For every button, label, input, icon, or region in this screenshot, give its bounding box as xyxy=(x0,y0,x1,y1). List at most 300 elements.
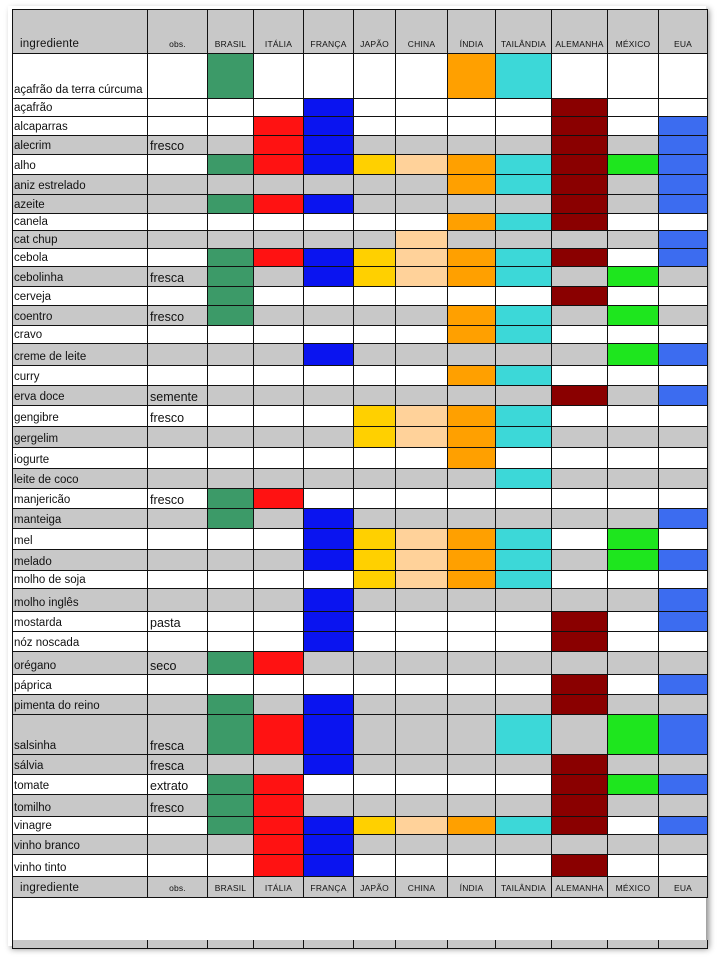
country-mark-empty xyxy=(208,448,254,469)
top-country-header-7 xyxy=(552,9,608,54)
country-mark-filled xyxy=(659,136,708,155)
country-mark-filled xyxy=(254,195,304,214)
country-mark-filled xyxy=(396,817,448,835)
cell-text: ÍNDIA xyxy=(459,39,484,49)
country-mark-filled xyxy=(208,489,254,509)
cell-text: sálvia xyxy=(14,760,44,772)
bottom-strip xyxy=(496,940,552,949)
country-mark-filled xyxy=(552,155,608,175)
country-mark-empty xyxy=(354,509,396,529)
bottom-strip xyxy=(254,940,304,949)
country-mark-empty xyxy=(354,136,396,155)
country-mark-empty xyxy=(608,817,659,835)
country-mark-filled xyxy=(396,550,448,571)
obs-cell xyxy=(148,366,208,386)
country-mark-empty xyxy=(552,406,608,427)
bottom-strip xyxy=(396,940,448,949)
country-mark-empty xyxy=(496,589,552,612)
country-mark-empty xyxy=(448,344,496,366)
country-mark-empty xyxy=(254,306,304,326)
country-mark-empty xyxy=(254,406,304,427)
country-mark-empty xyxy=(608,406,659,427)
ingredient-name-cell xyxy=(12,249,148,267)
country-mark-empty xyxy=(396,855,448,877)
country-mark-empty xyxy=(354,195,396,214)
country-mark-empty xyxy=(354,632,396,652)
country-mark-filled xyxy=(659,155,708,175)
country-mark-empty xyxy=(304,775,354,795)
country-mark-empty xyxy=(608,326,659,344)
country-mark-filled xyxy=(659,715,708,755)
country-mark-filled xyxy=(496,550,552,571)
country-mark-empty xyxy=(254,571,304,589)
cell-text: obs. xyxy=(169,883,186,893)
country-mark-empty xyxy=(254,175,304,195)
country-mark-empty xyxy=(304,652,354,675)
country-mark-empty xyxy=(396,175,448,195)
cell-text: alecrim xyxy=(14,140,52,152)
obs-cell xyxy=(148,529,208,550)
country-mark-empty xyxy=(354,366,396,386)
country-mark-empty xyxy=(304,287,354,306)
obs-cell xyxy=(148,550,208,571)
bottom-country-header-7 xyxy=(552,877,608,898)
country-mark-filled xyxy=(208,775,254,795)
obs-cell xyxy=(148,589,208,612)
country-mark-empty xyxy=(496,287,552,306)
country-mark-empty xyxy=(496,755,552,775)
country-mark-filled xyxy=(659,509,708,529)
top-country-header-9 xyxy=(659,9,708,54)
country-mark-filled xyxy=(659,175,708,195)
obs-cell xyxy=(148,54,208,99)
country-mark-filled xyxy=(448,571,496,589)
cell-text: BRASIL xyxy=(214,883,247,893)
bottom-strip xyxy=(12,940,148,949)
country-mark-empty xyxy=(552,529,608,550)
country-mark-empty xyxy=(659,306,708,326)
country-mark-filled xyxy=(304,267,354,287)
country-mark-empty xyxy=(608,489,659,509)
country-mark-empty xyxy=(448,652,496,675)
cell-text: FRANÇA xyxy=(310,883,347,893)
country-mark-empty xyxy=(608,195,659,214)
cell-text: FRANÇA xyxy=(310,39,347,49)
country-mark-empty xyxy=(208,386,254,406)
bottom-strip xyxy=(208,940,254,949)
cell-text: coentro xyxy=(14,311,53,323)
obs-cell xyxy=(148,695,208,715)
country-mark-empty xyxy=(396,652,448,675)
cell-text: açafrão xyxy=(14,102,53,114)
country-mark-empty xyxy=(254,509,304,529)
country-mark-filled xyxy=(496,529,552,550)
country-mark-empty xyxy=(254,344,304,366)
country-mark-empty xyxy=(496,448,552,469)
cell-text: salsinha xyxy=(14,740,57,752)
bottom-country-header-2 xyxy=(304,877,354,898)
country-mark-filled xyxy=(552,99,608,117)
country-mark-empty xyxy=(659,571,708,589)
country-mark-filled xyxy=(254,489,304,509)
country-mark-empty xyxy=(396,386,448,406)
obs-cell xyxy=(148,195,208,214)
ingredient-name-cell xyxy=(12,675,148,695)
country-mark-empty xyxy=(304,214,354,231)
cell-text: alcaparras xyxy=(14,121,68,133)
cell-text: ITÁLIA xyxy=(264,39,293,49)
country-mark-filled xyxy=(254,855,304,877)
country-mark-filled xyxy=(208,509,254,529)
country-mark-empty xyxy=(254,267,304,287)
country-mark-filled xyxy=(552,695,608,715)
country-mark-filled xyxy=(448,550,496,571)
country-mark-filled xyxy=(354,406,396,427)
country-mark-filled xyxy=(448,54,496,99)
country-mark-filled xyxy=(552,249,608,267)
country-mark-filled xyxy=(254,715,304,755)
ingredient-name-cell xyxy=(12,695,148,715)
country-mark-empty xyxy=(496,117,552,136)
country-mark-empty xyxy=(396,632,448,652)
country-mark-empty xyxy=(354,231,396,249)
country-mark-filled xyxy=(354,267,396,287)
country-mark-filled xyxy=(354,427,396,448)
country-mark-filled xyxy=(608,715,659,755)
country-mark-empty xyxy=(659,54,708,99)
cell-text: curry xyxy=(14,371,40,383)
country-mark-empty xyxy=(552,427,608,448)
country-mark-empty xyxy=(659,835,708,855)
country-mark-empty xyxy=(448,287,496,306)
country-mark-filled xyxy=(254,117,304,136)
country-mark-empty xyxy=(608,214,659,231)
country-mark-filled xyxy=(552,214,608,231)
country-mark-filled xyxy=(659,231,708,249)
country-mark-empty xyxy=(659,326,708,344)
country-mark-filled xyxy=(448,267,496,287)
ingredient-name-cell xyxy=(12,326,148,344)
country-mark-filled xyxy=(448,427,496,448)
country-mark-empty xyxy=(396,695,448,715)
cell-text: seco xyxy=(150,659,177,673)
obs-cell xyxy=(148,612,208,632)
country-mark-filled xyxy=(304,715,354,755)
cell-text: fresco xyxy=(150,493,185,507)
country-mark-empty xyxy=(208,117,254,136)
country-mark-empty xyxy=(208,136,254,155)
country-mark-filled xyxy=(496,571,552,589)
cell-text: açafrão da terra cúrcuma xyxy=(14,84,143,96)
cell-text: cat chup xyxy=(14,234,58,246)
country-mark-empty xyxy=(208,406,254,427)
country-mark-empty xyxy=(552,835,608,855)
cell-text: cebola xyxy=(14,252,48,264)
country-mark-empty xyxy=(608,117,659,136)
cell-text: MÉXICO xyxy=(615,39,651,49)
country-mark-filled xyxy=(659,344,708,366)
country-mark-filled xyxy=(552,117,608,136)
country-mark-empty xyxy=(208,632,254,652)
country-mark-empty xyxy=(254,366,304,386)
country-mark-filled xyxy=(254,775,304,795)
country-mark-empty xyxy=(354,344,396,366)
country-mark-empty xyxy=(304,386,354,406)
obs-cell xyxy=(148,817,208,835)
country-mark-empty xyxy=(354,326,396,344)
country-mark-filled xyxy=(659,589,708,612)
country-mark-filled xyxy=(659,195,708,214)
country-mark-empty xyxy=(552,267,608,287)
country-mark-filled xyxy=(254,155,304,175)
country-mark-empty xyxy=(659,448,708,469)
country-mark-empty xyxy=(496,136,552,155)
country-mark-filled xyxy=(608,155,659,175)
ingredient-name-cell xyxy=(12,632,148,652)
country-mark-empty xyxy=(396,795,448,817)
bottom-strip xyxy=(552,940,608,949)
country-mark-empty xyxy=(608,136,659,155)
country-mark-empty xyxy=(448,675,496,695)
country-mark-filled xyxy=(254,652,304,675)
country-mark-filled xyxy=(552,775,608,795)
country-mark-empty xyxy=(304,571,354,589)
country-mark-filled xyxy=(208,306,254,326)
country-mark-filled xyxy=(304,817,354,835)
country-mark-filled xyxy=(448,155,496,175)
country-mark-empty xyxy=(448,99,496,117)
country-mark-empty xyxy=(208,231,254,249)
country-mark-empty xyxy=(354,775,396,795)
ingredient-name-cell xyxy=(12,175,148,195)
country-mark-empty xyxy=(354,675,396,695)
country-mark-empty xyxy=(254,589,304,612)
country-mark-empty xyxy=(254,427,304,448)
cell-text: pasta xyxy=(150,616,181,630)
country-mark-empty xyxy=(552,344,608,366)
obs-cell xyxy=(148,489,208,509)
country-mark-empty xyxy=(608,99,659,117)
country-mark-empty xyxy=(354,695,396,715)
country-mark-empty xyxy=(254,529,304,550)
country-mark-filled xyxy=(354,571,396,589)
country-mark-filled xyxy=(552,795,608,817)
obs-cell xyxy=(148,306,208,326)
country-mark-filled xyxy=(659,775,708,795)
obs-cell xyxy=(148,99,208,117)
country-mark-empty xyxy=(552,652,608,675)
obs-cell xyxy=(148,117,208,136)
cell-text: obs. xyxy=(169,39,186,49)
cell-text: MÉXICO xyxy=(615,883,651,893)
obs-cell xyxy=(148,287,208,306)
country-mark-filled xyxy=(448,214,496,231)
country-mark-empty xyxy=(304,675,354,695)
country-mark-filled xyxy=(552,675,608,695)
ingredient-name-cell xyxy=(12,550,148,571)
country-mark-empty xyxy=(354,117,396,136)
cell-text: cerveja xyxy=(14,291,52,303)
country-mark-filled xyxy=(304,589,354,612)
country-mark-filled xyxy=(448,306,496,326)
country-mark-empty xyxy=(659,366,708,386)
country-mark-empty xyxy=(448,855,496,877)
country-mark-filled xyxy=(496,406,552,427)
ingredient-name-cell xyxy=(12,612,148,632)
country-mark-empty xyxy=(608,366,659,386)
country-mark-empty xyxy=(254,54,304,99)
obs-cell xyxy=(148,267,208,287)
bottom-country-header-6 xyxy=(496,877,552,898)
obs-cell xyxy=(148,775,208,795)
country-mark-empty xyxy=(254,612,304,632)
country-mark-empty xyxy=(396,99,448,117)
country-mark-empty xyxy=(659,795,708,817)
country-mark-empty xyxy=(354,214,396,231)
bottom-country-header-8 xyxy=(608,877,659,898)
country-mark-empty xyxy=(608,755,659,775)
country-mark-filled xyxy=(304,855,354,877)
cell-text: pimenta do reino xyxy=(14,700,100,712)
country-mark-filled xyxy=(304,117,354,136)
ingredient-name-cell xyxy=(12,344,148,366)
country-mark-filled xyxy=(304,612,354,632)
country-mark-filled xyxy=(608,775,659,795)
ingredient-name-cell xyxy=(12,406,148,427)
country-mark-empty xyxy=(448,795,496,817)
bottom-country-header-1 xyxy=(254,877,304,898)
country-mark-empty xyxy=(608,612,659,632)
country-mark-empty xyxy=(552,489,608,509)
ingredient-name-cell xyxy=(12,306,148,326)
country-mark-filled xyxy=(208,287,254,306)
country-mark-empty xyxy=(208,855,254,877)
country-mark-filled xyxy=(396,406,448,427)
country-mark-empty xyxy=(496,855,552,877)
country-mark-empty xyxy=(254,448,304,469)
cell-text: manjericão xyxy=(14,494,71,506)
country-mark-filled xyxy=(608,529,659,550)
country-mark-empty xyxy=(254,287,304,306)
country-mark-empty xyxy=(608,589,659,612)
country-mark-empty xyxy=(396,835,448,855)
country-mark-empty xyxy=(659,529,708,550)
country-mark-empty xyxy=(396,136,448,155)
country-mark-empty xyxy=(496,386,552,406)
country-mark-empty xyxy=(496,775,552,795)
country-mark-empty xyxy=(659,427,708,448)
country-mark-filled xyxy=(304,155,354,175)
ingredient-name-cell xyxy=(12,715,148,755)
ingredient-name-cell xyxy=(12,117,148,136)
country-mark-empty xyxy=(208,99,254,117)
cell-text: vinagre xyxy=(14,820,52,832)
country-mark-filled xyxy=(254,835,304,855)
country-mark-filled xyxy=(354,529,396,550)
country-mark-filled xyxy=(208,695,254,715)
country-mark-empty xyxy=(396,214,448,231)
cell-text: ALEMANHA xyxy=(555,883,604,893)
country-mark-filled xyxy=(448,366,496,386)
bottom-ingrediente-header xyxy=(12,877,148,898)
country-mark-empty xyxy=(659,755,708,775)
ingredient-name-cell xyxy=(12,448,148,469)
country-mark-filled xyxy=(659,817,708,835)
country-mark-empty xyxy=(304,54,354,99)
country-mark-filled xyxy=(304,695,354,715)
obs-cell xyxy=(148,427,208,448)
cell-text: erva doce xyxy=(14,391,65,403)
country-mark-filled xyxy=(496,155,552,175)
bottom-strip xyxy=(148,940,208,949)
country-mark-empty xyxy=(396,344,448,366)
cell-text: azeite xyxy=(14,199,45,211)
cell-text: EUA xyxy=(673,39,693,49)
country-mark-filled xyxy=(254,249,304,267)
country-mark-filled xyxy=(552,386,608,406)
country-mark-empty xyxy=(496,231,552,249)
country-mark-empty xyxy=(552,715,608,755)
ingredient-name-cell xyxy=(12,509,148,529)
country-mark-empty xyxy=(208,214,254,231)
cell-text: fresca xyxy=(150,759,185,773)
country-mark-empty xyxy=(254,99,304,117)
country-mark-empty xyxy=(659,855,708,877)
country-mark-empty xyxy=(254,632,304,652)
cell-text: ÍNDIA xyxy=(459,883,484,893)
country-mark-empty xyxy=(208,366,254,386)
country-mark-empty xyxy=(496,344,552,366)
country-mark-empty xyxy=(448,489,496,509)
country-mark-filled xyxy=(448,326,496,344)
country-mark-empty xyxy=(354,287,396,306)
cell-text: semente xyxy=(150,390,198,404)
bottom-strip xyxy=(354,940,396,949)
country-mark-filled xyxy=(659,675,708,695)
country-mark-filled xyxy=(552,855,608,877)
country-mark-empty xyxy=(659,652,708,675)
obs-cell xyxy=(148,214,208,231)
country-mark-filled xyxy=(659,249,708,267)
bottom-obs-header xyxy=(148,877,208,898)
country-mark-empty xyxy=(304,175,354,195)
bottom-country-header-5 xyxy=(448,877,496,898)
country-mark-filled xyxy=(608,550,659,571)
country-mark-filled xyxy=(396,231,448,249)
country-mark-filled xyxy=(304,632,354,652)
country-mark-empty xyxy=(396,612,448,632)
country-mark-empty xyxy=(396,589,448,612)
country-mark-empty xyxy=(448,775,496,795)
country-mark-empty xyxy=(608,448,659,469)
obs-cell xyxy=(148,406,208,427)
country-mark-filled xyxy=(552,612,608,632)
country-mark-empty xyxy=(448,195,496,214)
country-mark-filled xyxy=(659,386,708,406)
country-mark-filled xyxy=(496,715,552,755)
country-mark-empty xyxy=(304,448,354,469)
country-mark-empty xyxy=(608,469,659,489)
cell-text: cebolinha xyxy=(14,272,64,284)
ingredient-name-cell xyxy=(12,427,148,448)
country-mark-empty xyxy=(608,287,659,306)
country-mark-filled xyxy=(304,344,354,366)
country-mark-empty xyxy=(552,448,608,469)
country-mark-empty xyxy=(552,589,608,612)
country-mark-empty xyxy=(552,571,608,589)
country-mark-empty xyxy=(208,675,254,695)
country-mark-empty xyxy=(608,231,659,249)
